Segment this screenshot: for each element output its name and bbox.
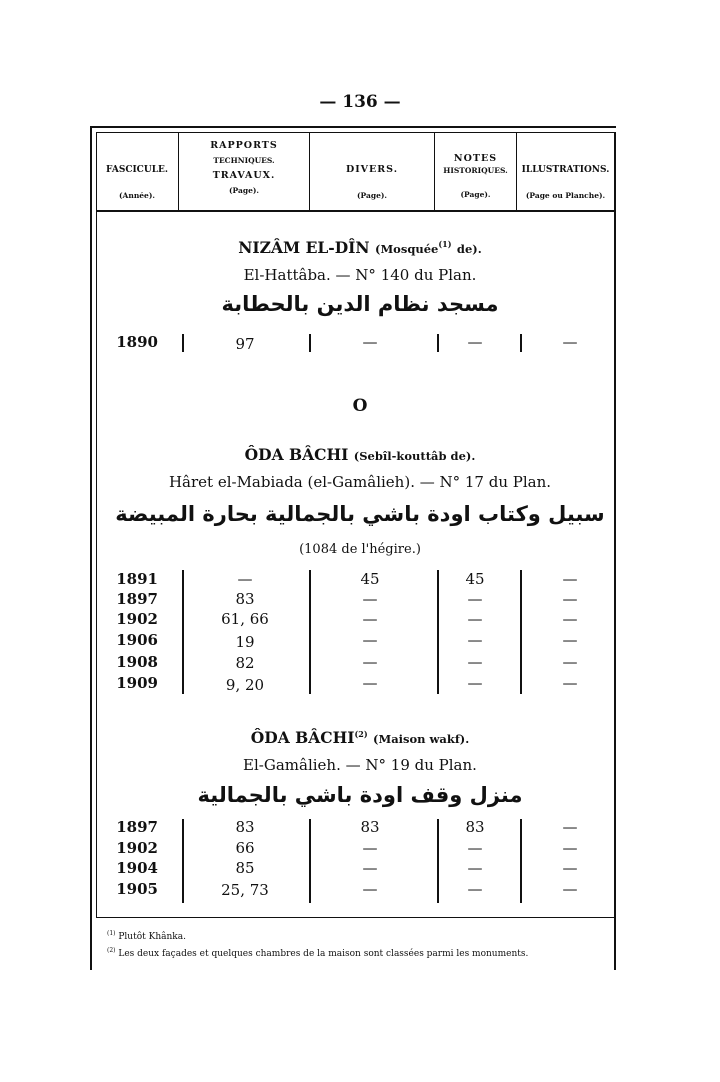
column-header-notes: NOTES HISTORIQUES. (Page). bbox=[443, 153, 508, 199]
entry-title: ÔDA BÂCHI (Sebîl-kouttâb de). bbox=[244, 445, 476, 464]
entry-location: El-Gamâlieh. — N° 19 du Plan. bbox=[243, 756, 477, 774]
section-marker: O bbox=[352, 396, 368, 416]
entry-location: El-Hattâba. — N° 140 du Plan. bbox=[243, 266, 477, 284]
footnote: $^{(1)}$ Plutôt Khânka. bbox=[107, 930, 186, 942]
entry-location: Hâret el-Mabiada (el-Gamâlieh). — N° 17 du Plan. bbox=[168, 473, 552, 491]
entry-arabic-title: سبيل وكتاب اودة باشي بالجمالية بحارة المبيضة bbox=[115, 502, 605, 526]
column-header-rapports: RAPPORTS TECHNIQUES. TRAVAUX. (Page). bbox=[210, 140, 278, 195]
column-header-divers: DIVERS. (Page). bbox=[345, 164, 399, 200]
entry-arabic-title: منزل وقف اودة باشي بالجمالية bbox=[197, 783, 523, 807]
column-header-illustrations: ILLUSTRATIONS. (Page ou Planche). bbox=[521, 165, 610, 200]
footnote: $^{(2)}$ Les deux façades et quelques chambres de la maison sont classées parmi les monuments. bbox=[107, 947, 529, 959]
entry-title: NIZÂM EL-DÎN (Mosquée$^{(1)}$ de). bbox=[238, 238, 482, 257]
column-header-fascicule: FASCICULE. (Année). bbox=[105, 165, 169, 200]
entry-arabic-title: مسجد نظام الدين بالحطابة bbox=[221, 292, 499, 316]
page-number: — 136 — bbox=[319, 92, 401, 112]
entry-title: ÔDA BÂCHI$^{(2)}$ (Maison wakf). bbox=[250, 728, 470, 747]
entry-date-note: (1084 de l'hégire.) bbox=[299, 542, 421, 557]
